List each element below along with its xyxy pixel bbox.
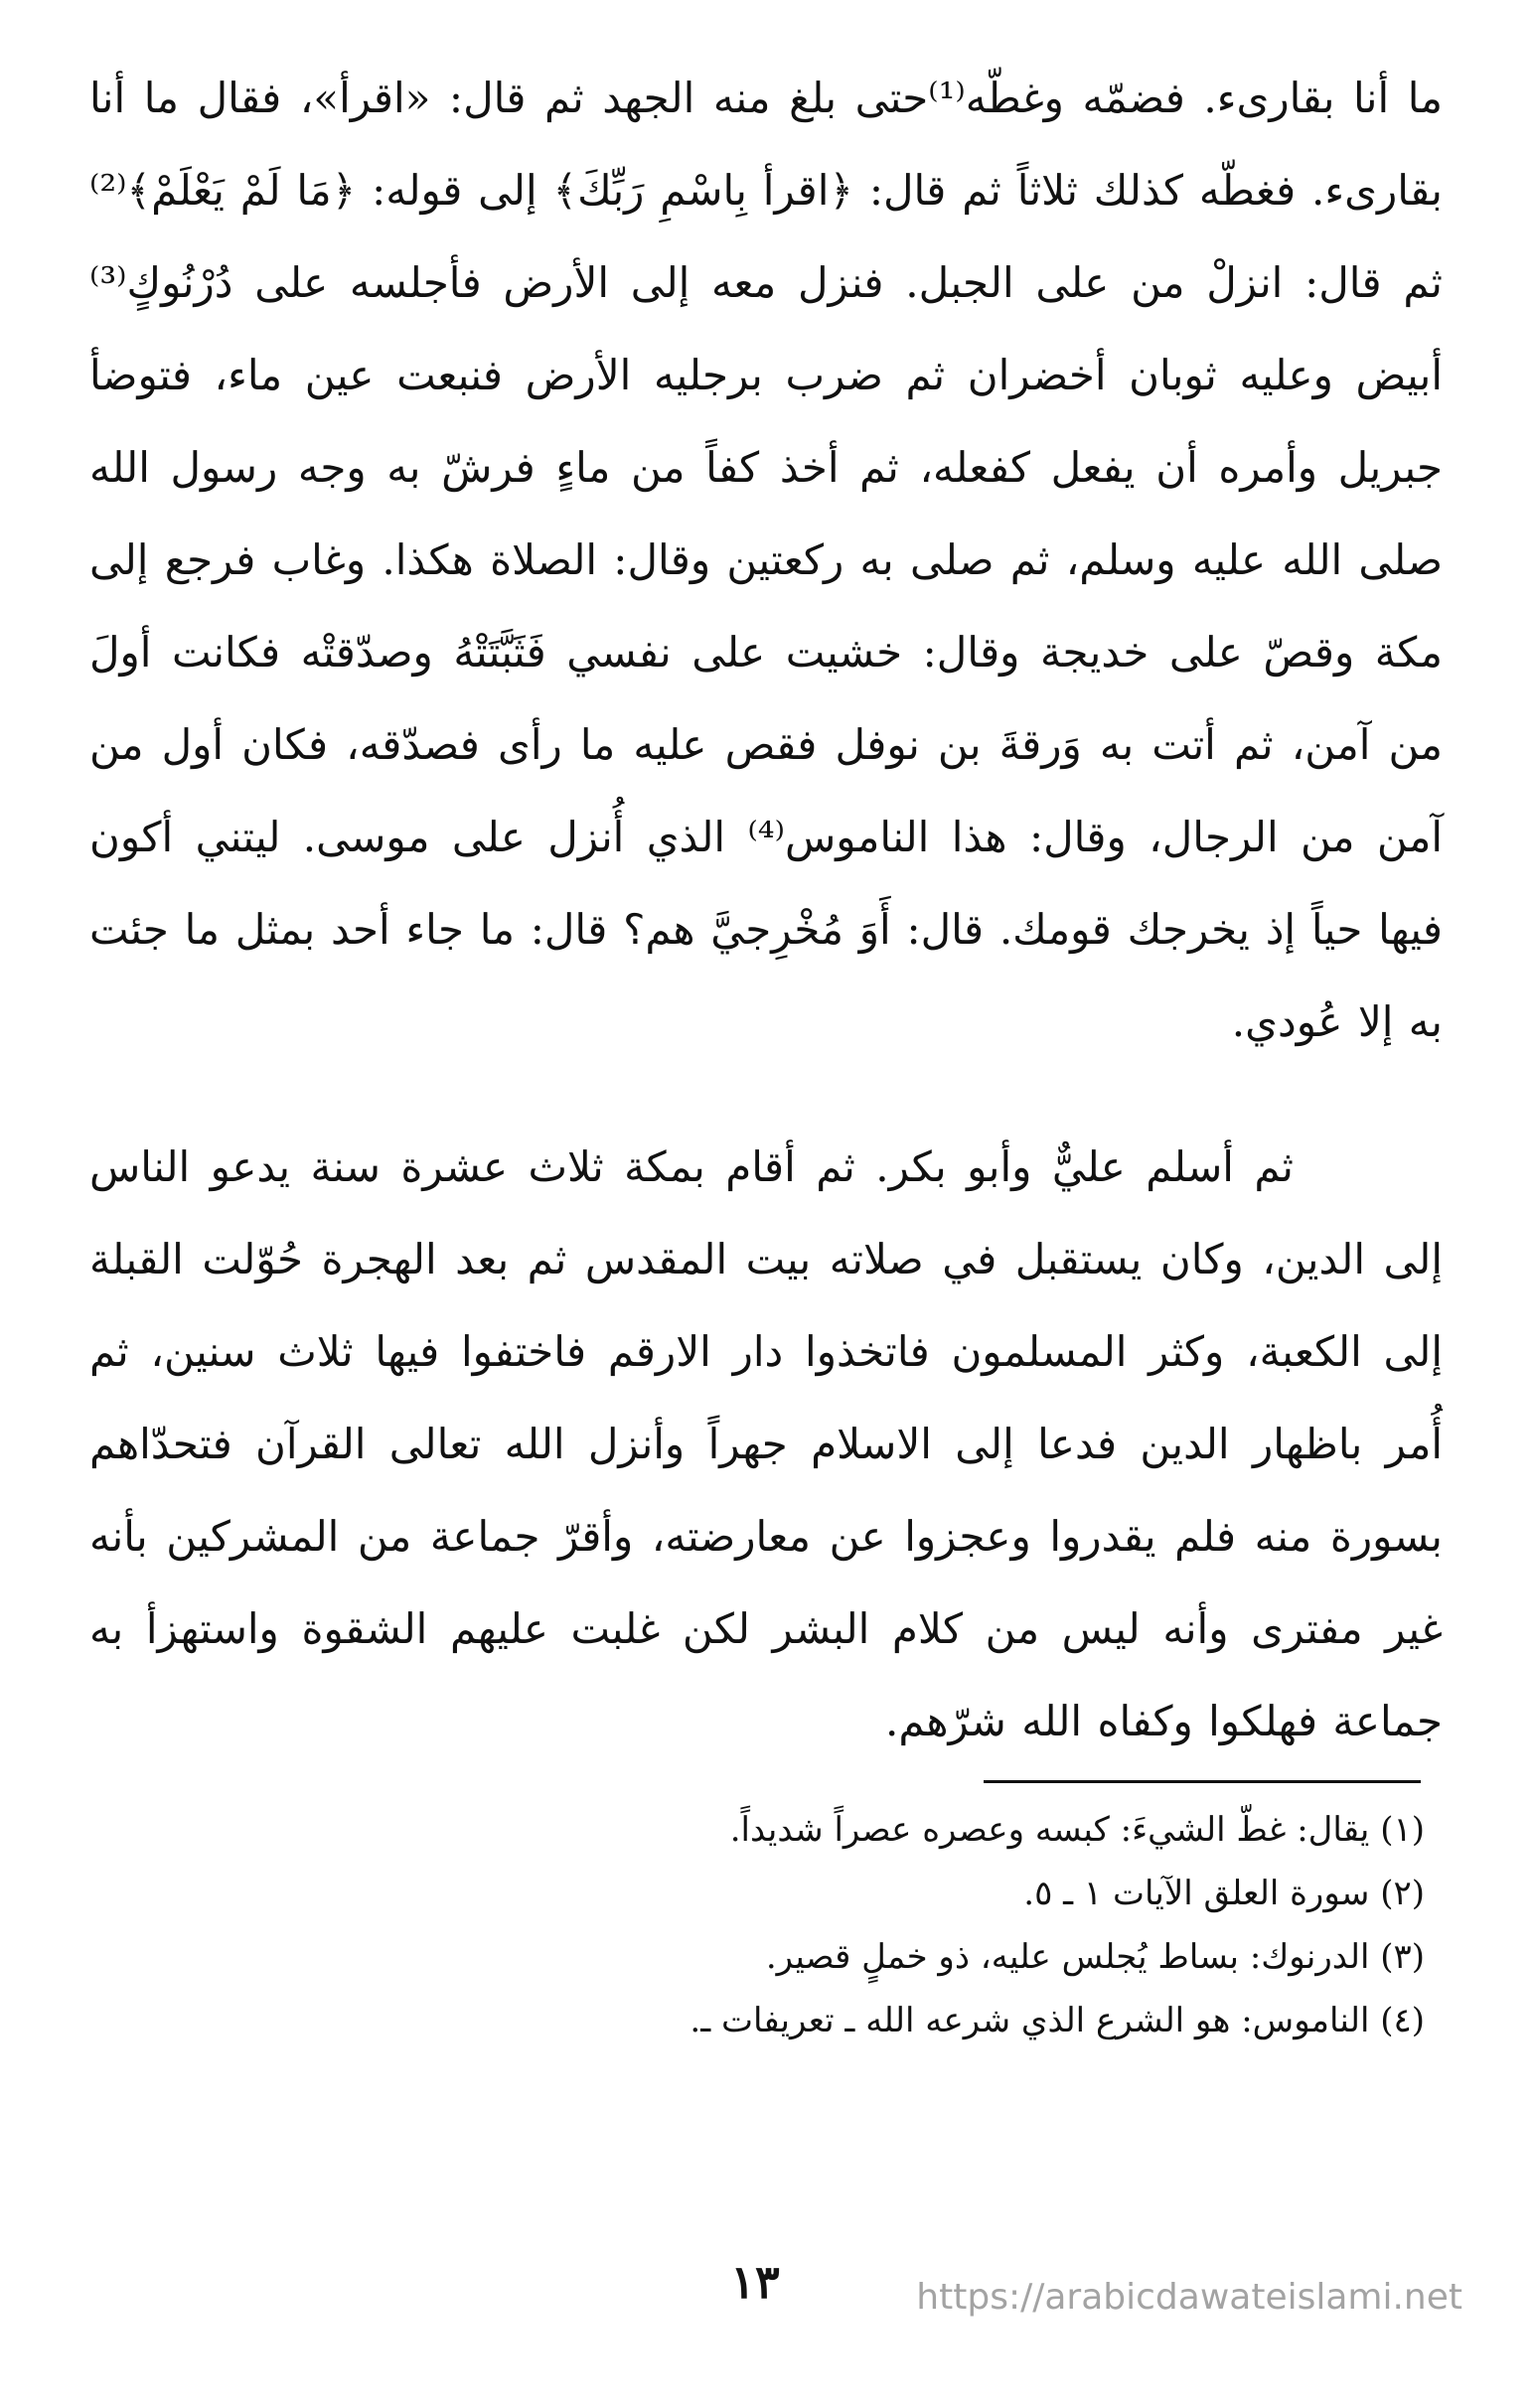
paragraph-text: ثم أسلم عليٌّ وأبو بكر. ثم أقام بمكة ثلاث عشرة سنة يدعو الناس إلى الدين، وكان يستقبل في صلاته بيت المقدس ثم بعد الهجرة حُوّلت القبلة إلى الكعبة، وكثر المسلمون فاتخذوا دار الارقم فاختفوا فيها ثلاث سنين، ثم أُمر باظهار الدين فدعا إلى الاسلام جهراً وأنزل الله تعالى القرآن فتحدّاهم بسورة منه فلم يقدروا وعجزوا عن معارضته، وأقرّ جماعة من المشركين بأنه غير مفترى وأنه ليس من كلام البشر لكن غلبت عليهم الشقوة واستهزأ به جماعة فهلكوا وكفاه الله شرّهم. bbox=[89, 1142, 1443, 1745]
footnote-2: (٢) سورة العلق الآيات ١ ـ ٥. bbox=[1023, 1874, 1425, 1913]
page-number: ١٣ bbox=[730, 2255, 780, 2309]
main-text-paragraph-1 bbox=[89, 52, 1443, 1068]
footnotes-section bbox=[298, 1798, 1425, 2052]
main-text-paragraph-2 bbox=[89, 1121, 1443, 1767]
footnote-4: (٤) الناموس: هو الشرع الذي شرعه الله ـ تعريفات ـ. bbox=[690, 2001, 1425, 2040]
footnote-3: (٣) الدرنوك: بساط يُجلس عليه، ذو خملٍ قصير. bbox=[765, 1937, 1425, 1977]
watermark-url: https://arabicdawateislami.net bbox=[916, 2277, 1462, 2318]
footnote-separator-line bbox=[984, 1780, 1421, 1783]
paragraph-text: ما أنا بقارىء. فضمّه وغطّه⁽¹⁾حتى بلغ منه الجهد ثم قال: «اقرأ»، فقال ما أنا بقارىء. فغطّه كذلك ثلاثاً ثم قال: ﴿اقرأ بِاسْمِ رَبِّكَ﴾ إلى قوله: ﴿مَا لَمْ يَعْلَمْ﴾⁽²⁾ثم قال: انزلْ من على الجبل. فنزل معه إلى الأرض فأجلسه على دُرْنُوكٍ⁽³⁾ أبيض وعليه ثوبان أخضران ثم ضرب برجليه الأرض فنبعت عين ماء، فتوضأ جبريل وأمره أن يفعل كفعله، ثم أخذ كفاً من ماءٍ فرشّ به وجه رسول الله صلى الله عليه وسلم، ثم صلى به ركعتين وقال: الصلاة هكذا. وغاب فرجع إلى مكة وقصّ على خديجة وقال: خشيت على نفسي فَثَبَّتَتْهُ وصدّقتْه فكانت أولَ من آمن، ثم أتت به وَرقةَ بن نوفل فقص عليه ما رأى فصدّقه، فكان أول من آمن من الرجال، وقال: هذا الناموس⁽⁴⁾ الذي أُنزل على موسى. ليتني أكون فيها حياً إذ يخرجك قومك. قال: أَوَ مُخْرِجيَّ هم؟ قال: ما جاء أحد بمثل ما جئت به إلا عُودي. bbox=[89, 74, 1443, 1046]
footnote-1: (١) يقال: غطّ الشيءَ: كبسه وعصره عصراً شديداً. bbox=[729, 1810, 1425, 1850]
